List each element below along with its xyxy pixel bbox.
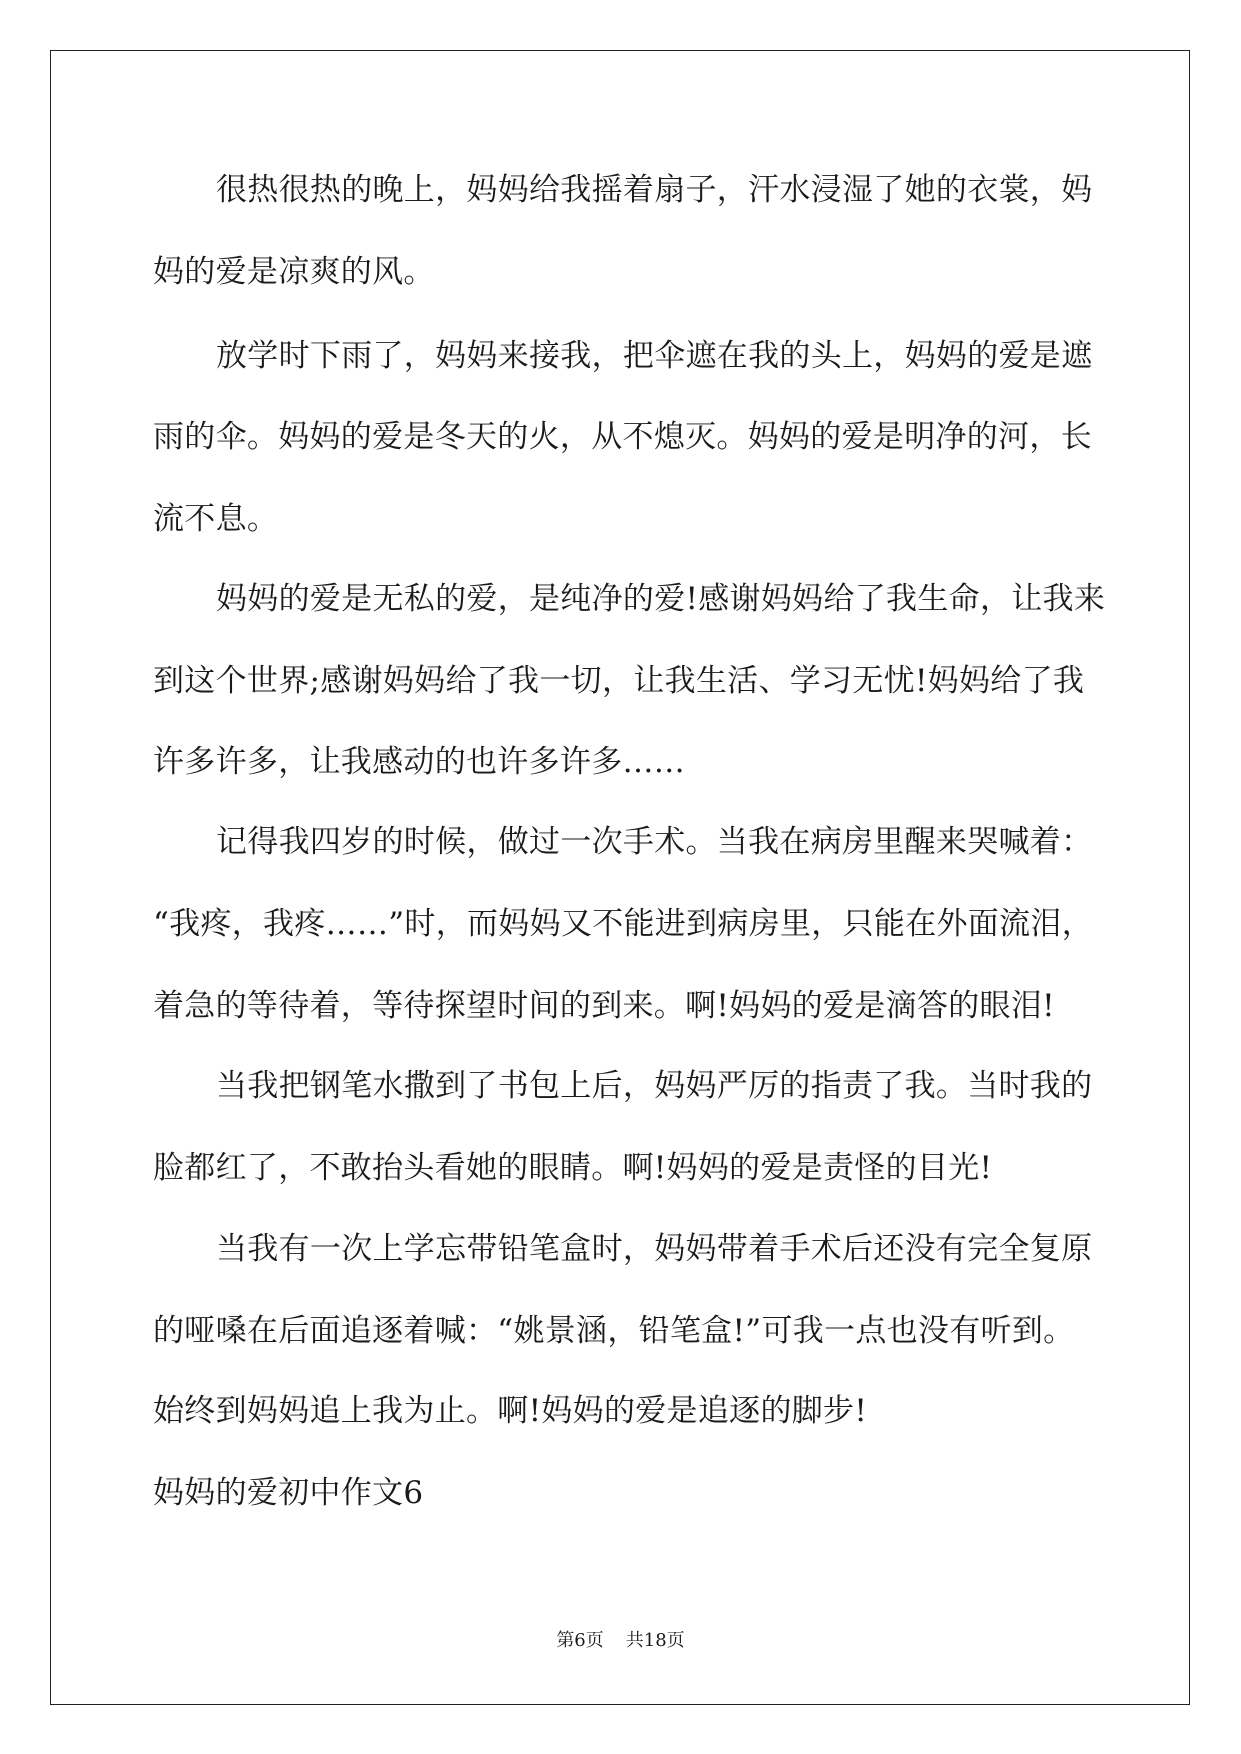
text-line: 的哑嗓在后面追逐着喊：“姚景涵，铅笔盒!”可我一点也没有听到。 <box>153 1313 1075 1349</box>
text-line: 雨的伞。妈妈的爱是冬天的火，从不熄灭。妈妈的爱是明净的河，长 <box>153 419 1092 455</box>
text-line: 着急的等待着，等待探望时间的到来。啊!妈妈的爱是滴答的眼泪! <box>153 988 1055 1024</box>
text-line: 妈妈的爱是无私的爱，是纯净的爱!感谢妈妈给了我生命，让我来 <box>216 581 1106 617</box>
page-border <box>50 50 1190 1705</box>
text-line: 记得我四岁的时候，做过一次手术。当我在病房里醒来哭喊着： <box>216 824 1093 860</box>
page-total: 共18页 <box>625 1630 685 1651</box>
page-number: 第6页 <box>556 1630 604 1651</box>
page-footer <box>0 1629 1241 1653</box>
essay-title: 妈妈的爱初中作文6 <box>153 1475 424 1511</box>
text-line: 到这个世界;感谢妈妈给了我一切，让我生活、学习无忧!妈妈给了我 <box>153 663 1085 699</box>
text-line: 很热很热的晚上，妈妈给我摇着扇子，汗水浸湿了她的衣裳，妈 <box>216 172 1093 208</box>
text-line: 放学时下雨了，妈妈来接我，把伞遮在我的头上，妈妈的爱是遮 <box>216 338 1093 374</box>
text-line: “我疼，我疼……”时，而妈妈又不能进到病房里，只能在外面流泪， <box>153 906 1093 942</box>
text-line: 妈的爱是凉爽的风。 <box>153 254 435 290</box>
text-line: 脸都红了，不敢抬头看她的眼睛。啊!妈妈的爱是责怪的目光! <box>153 1150 993 1186</box>
text-line: 流不息。 <box>153 501 279 537</box>
text-line: 当我有一次上学忘带铅笔盒时，妈妈带着手术后还没有完全复原 <box>216 1231 1093 1267</box>
text-line: 始终到妈妈追上我为止。啊!妈妈的爱是追逐的脚步! <box>153 1393 868 1429</box>
text-line: 许多许多，让我感动的也许多许多…… <box>153 744 686 780</box>
text-line: 当我把钢笔水撒到了书包上后，妈妈严厉的指责了我。当时我的 <box>216 1068 1093 1104</box>
